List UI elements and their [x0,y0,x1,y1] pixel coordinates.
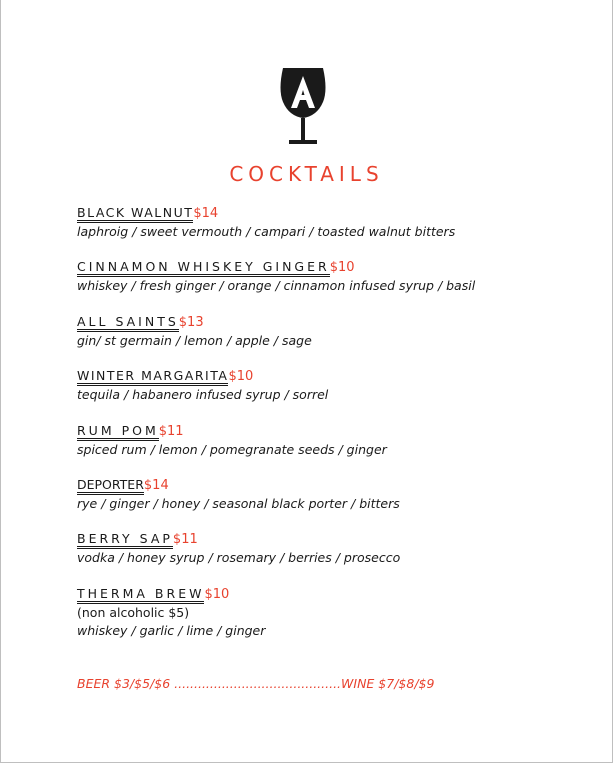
item-description: tequila / habanero infused syrup / sorrel [77,387,329,403]
item-description: laphroig / sweet vermouth / campari / toasted walnut bitters [77,224,456,239]
item-description: gin/ st germain / lemon / apple / sage [77,332,312,348]
item-name: DEPORTER [77,477,144,495]
item-name: ALL SAINTS [77,314,179,332]
menu-item-cinnamon-whiskey-ginger [77,258,597,312]
beer-wine-prices: BEER $3/$5/$6 ..........................................WINE $7/$8/$9 [77,676,435,691]
item-description: whiskey / garlic / lime / ginger [77,622,266,638]
item-note: (non alcoholic $5) [77,604,190,620]
item-price: $10 [228,369,254,385]
menu-item-rum-pom [77,422,597,476]
menu-item-therma-brew [77,585,597,675]
item-price: $11 [172,532,198,548]
item-name: THERMA BREW [77,586,204,604]
item-price: $10 [329,260,355,276]
item-price: $13 [178,314,204,330]
item-price: $10 [204,586,230,602]
item-description: whiskey / fresh ginger / orange / cinnamon infused syrup / basil [77,278,476,294]
item-name: BLACK WALNUT [77,205,193,223]
item-price: $11 [158,423,184,439]
item-price: $14 [143,477,169,493]
item-name: WINTER MARGARITA [77,368,228,386]
cocktail-list [77,204,597,675]
item-description: rye / ginger / honey / seasonal black porter / bitters [77,495,400,511]
menu-item-deporter [77,476,597,530]
item-name: CINNAMON WHISKEY GINGER [77,259,330,277]
menu-item-black-walnut [77,204,597,258]
menu-item-winter-margarita [77,367,597,421]
item-price: $14 [193,206,219,221]
item-description: vodka / honey syrup / rosemary / berries / prosecco [77,550,401,566]
section-title: COCKTAILS [229,162,384,186]
menu-item-berry-sap [77,530,597,584]
item-name: RUM POM [77,423,159,441]
wine-glass-letter-a-icon [275,64,331,148]
item-name: BERRY SAP [77,531,173,549]
menu-item-all-saints [77,313,597,367]
item-description: spiced rum / lemon / pomegranate seeds / ginger [77,441,387,457]
